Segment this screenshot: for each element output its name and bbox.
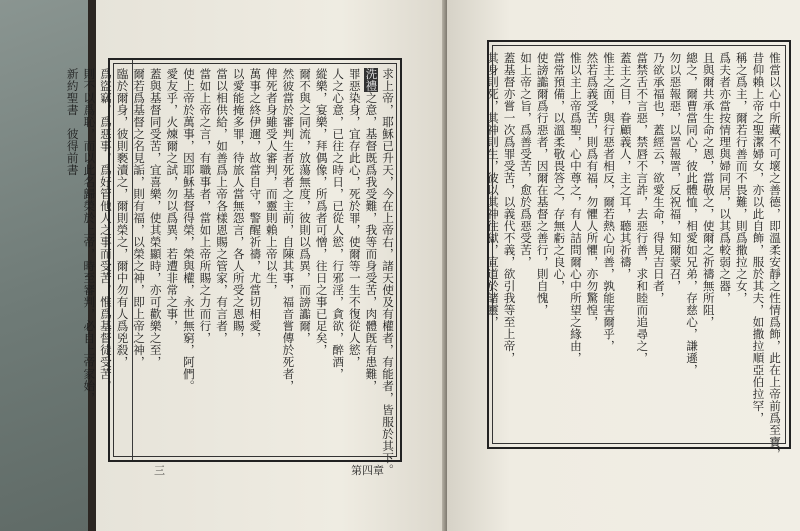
- text-column: 洗禮之意，基督既爲我受難，我等而身受苦，肉體旣有患難，: [364, 68, 379, 392]
- text-column: 蓋與基督同受苦，宜喜樂，使其榮顯時，亦可歡樂之至，: [148, 68, 163, 368]
- column-rule: [132, 60, 133, 460]
- chapter-label: 新約聖書 彼得前書: [65, 68, 80, 176]
- text-column: 使上帝於萬事，因耶穌基督得榮，榮與權，永世無窮，阿們。: [181, 68, 196, 392]
- text-column: 總之，爾曹當同心，彼此體恤，相愛如兄弟，存慈心，謙遜，: [685, 52, 700, 376]
- text-column: 惟當以心中所藏不可壞之善德，即溫柔安靜之性情爲飾，此在上帝前爲至寶，: [768, 52, 782, 460]
- text-column: 罪惡染身，宜存此心，死於罪，使爾等一生不復從人慾，: [347, 68, 362, 368]
- text-column: 俾死者身雖受人審判，而靈則賴上帝以生，: [264, 68, 279, 296]
- text-column: 臨於爾身，彼則褻瀆之，爾則榮之，爾中勿有人爲兇殺，: [115, 68, 130, 368]
- right-page: [447, 0, 800, 531]
- text-column: 爲夫者亦當按情理與婦同居，以其爲較弱之器，: [718, 52, 733, 304]
- text-column: 如上帝之旨，爲善受苦，愈於爲惡受苦，: [519, 52, 534, 268]
- chapter-number: 第四章: [351, 464, 384, 477]
- left-page: [65, 0, 447, 531]
- text-column: 爾若爲基督之名見詬，則有福，以榮之神，即上帝之神，: [132, 68, 147, 368]
- section-marker: 洗禮: [364, 68, 379, 92]
- text-column: 然彼當於審判生者死者之主前，自陳其事，福音嘗傳於死者，: [281, 68, 296, 392]
- text-column: 使謗讟爾爲行惡者，因爾在基督之善行，則自愧，: [535, 52, 550, 316]
- text-column: 昔仰賴上帝之聖潔婦女，亦以此自飾，服於其夫，如撒拉順亞伯拉罕，: [751, 52, 766, 424]
- text-column: 萬事之終伊邇，故當自守，警醒祈禱，尤當切相愛，: [248, 68, 263, 344]
- text-column: 蓋主之目，眷顧義人，主之耳，聽其祈禱，: [618, 52, 633, 280]
- text-column: 則不以爲恥，而以此名歸榮於上帝，時至審判，必自上帝家始，: [82, 68, 97, 404]
- page-folio: 三: [154, 464, 165, 477]
- text-column: 惟以主上帝爲聖，心中尊之，有人詰問爾心中所望之緣由，: [568, 52, 583, 364]
- text-column: 惟主之面，與行惡者相反，爾若熱心向善，孰能害爾乎，: [602, 52, 617, 352]
- text-column: 縱樂，宴樂，拜偶像，所爲者可憎，往日之事已足矣，: [314, 68, 329, 356]
- text-column: 爾不與之同流，放蕩無度，彼則以爲異，而謗讟爾，: [298, 68, 313, 344]
- right-text-frame: [485, 40, 791, 460]
- text-column: 當以相供給，如善爲上帝各樣恩賜之管家，有言者，: [215, 68, 230, 344]
- text-column: 且與爾共承生命之恩，當敬之，使爾之祈禱無所阻，: [701, 52, 716, 328]
- text-column: 勿以惡報惡，以詈報詈，反祝福，知爾蒙召，: [668, 52, 683, 292]
- text-column: 當禁舌不言惡，禁唇不言詐，去惡行善，求和睦而追尋之，: [635, 52, 650, 364]
- text-column: 然若爲義受苦，則爲有福，勿懼人所懼，亦勿驚惶，: [585, 52, 600, 328]
- text-column: 當如上帝之言，有職事者，當如上帝所賜之力而行，: [198, 68, 213, 344]
- text-column: 當常預備，以溫柔敬畏答之，存無虧之良心，: [552, 52, 567, 292]
- text-column: 其身則死，其神則生，彼以其神往獄，宣道於諸靈，: [485, 52, 500, 328]
- text-column: 爲盜竊，爲惡事，爲好管他人之事而受苦，惟爲基督徒受苦，: [98, 68, 113, 392]
- text-column: 求上帝，耶穌已升天，今在上帝右，諸天使及有權者，有能者，皆服於其下。: [381, 68, 395, 476]
- text-column: 以愛能掩多罪，待旅人當無怨言，各人所受之恩賜，: [231, 68, 246, 344]
- right-page-text: [485, 52, 783, 460]
- text-column: 人之心意，已往之時日，已從人慾，行邪淫，貪欲，醉酒，: [331, 68, 346, 380]
- text-column: 蓋基督亦嘗一次爲罪受苦，以義代不義，欲引我等至上帝，: [502, 52, 517, 364]
- text-column: 稱之爲主，爾若行善而不畏難，則爲撒拉之女，: [734, 52, 749, 304]
- text-column: 乃欲承福也，蓋經云，欲愛生命，得見吉日者，: [651, 52, 666, 304]
- text-column: 愛友乎，火煉爾之試，勿以爲異，若遭非常之事，: [165, 68, 180, 332]
